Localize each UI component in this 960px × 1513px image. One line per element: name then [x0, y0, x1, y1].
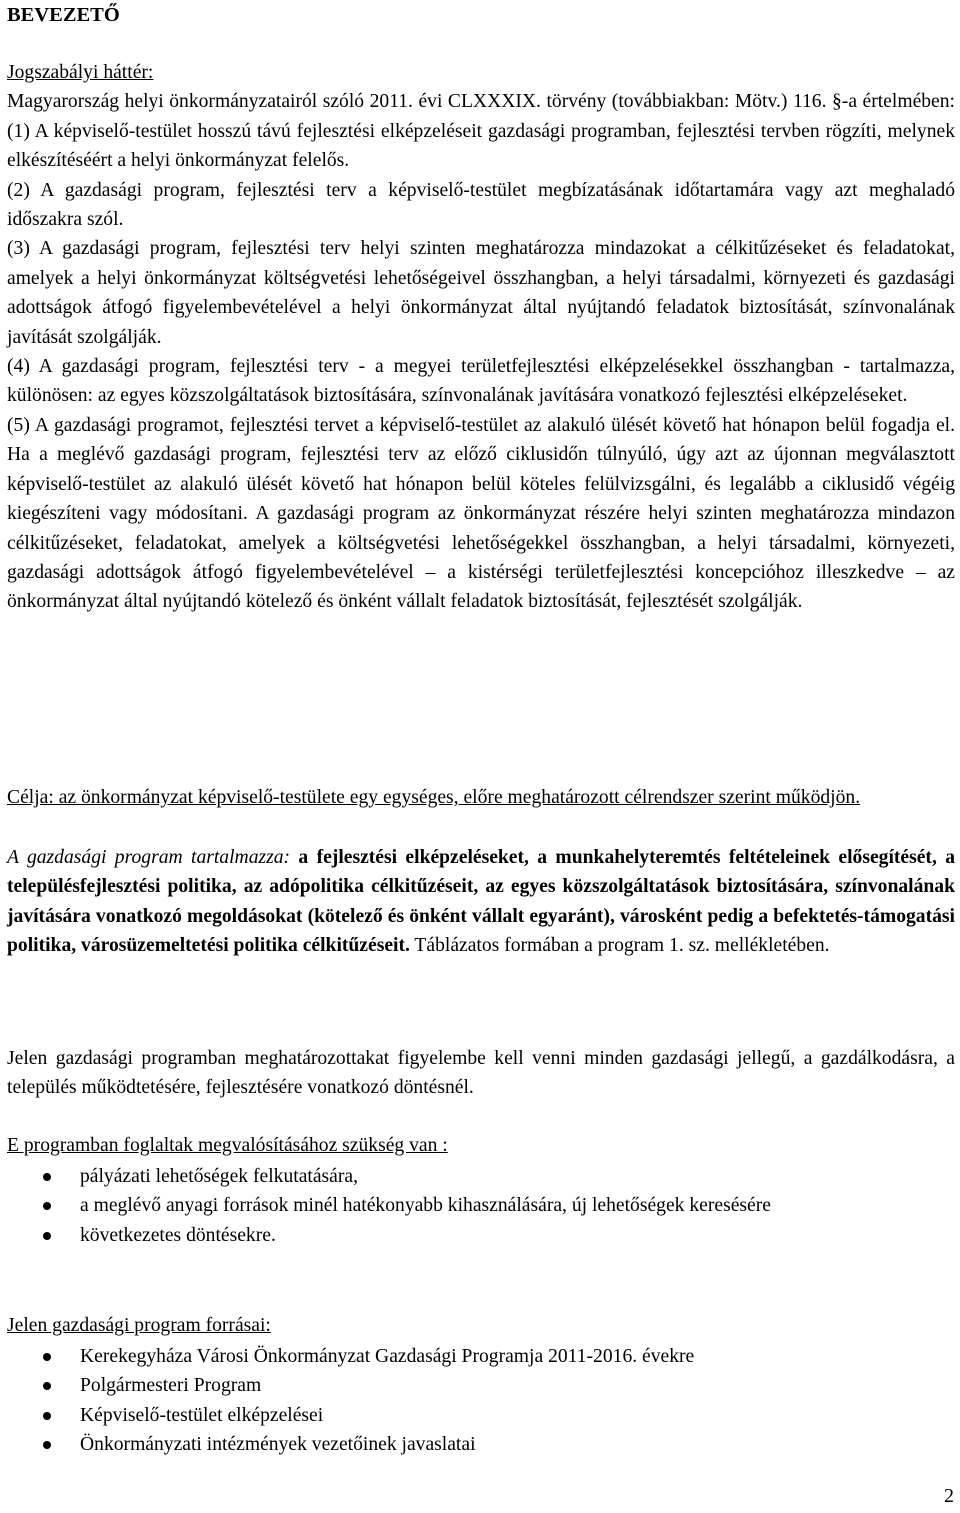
- legal-background-label: Jogszabályi háttér:: [7, 62, 154, 83]
- sources-label: Jelen gazdasági program forrásai:: [7, 1315, 271, 1336]
- legal-paragraph-5: (5) A gazdasági programot, fejlesztési tervet a képviselő-testület az alakuló ülését követő hat hónapon belül fogadja el. Ha a meglévő gazdasági program, fejlesztési terv az előző ciklusidőn túlnyúló, úgy azt az újonnan megválasztott képviselő-testület az alakuló ülését követő hat hónapon belül köteles felülvizsgálni, és legalább a ciklusidő végéig kiegészíteni vagy módosítani. A gazdasági program az önkormányzat részére helyi szinten meghatározza mindazon célkitűzéseket, feladatokat, amelyek a költségvetési lehetőségekkel összhangban, a helyi társadalmi, környezeti, gazdasági adottságok átfogó figyelembevételével – a kistérségi területfejlesztési koncepcióhoz illeszkedve – az önkormányzat által nyújtandó kötelező és önként vállalt feladatok biztosítását, fejlesztését szolgálják.: [7, 414, 955, 613]
- program-content-tail: Táblázatos formában a program 1. sz. mellékletében.: [409, 935, 830, 957]
- legal-paragraph-1: Magyarország helyi önkormányzatairól szóló 2011. évi CLXXXIX. törvény (továbbiakban: Mötv.) 116. §-a értelmében: (1) A képviselő-testület hosszú távú fejlesztési elképzeléseit gazdasági programban, fejlesztési tervben rögzíti, melynek elkészítéséért a helyi önkormányzat felelős.: [7, 91, 955, 172]
- list-item: a meglévő anyagi források minél hatékonyabb kihasználására, új lehetőségek keresésére: [7, 1191, 955, 1220]
- bullet-icon: [43, 1173, 51, 1181]
- list-item: következetes döntésekre.: [7, 1221, 955, 1250]
- goal-statement: Célja: az önkormányzat képviselő-testülete egy egységes, előre meghatározott célrendszer szerint működjön.: [7, 787, 861, 808]
- list-item: Kerekegyháza Városi Önkormányzat Gazdasági Programja 2011-2016. évekre: [7, 1342, 955, 1371]
- program-content-bold: a fejlesztési elképzeléseket, a munkahelyteremtés feltételeinek elősegítését, a településfejlesztési politika, az adópolitika célkitűzéseit, az egyes közszolgáltatások biztosítására, színvonalának javítására vonatkozó megoldásokat (kötelező és önként vállalt egyaránt), városként pedig a befektetés-támogatási politika, városüzemeltetési politika célkitűzéseit.: [7, 847, 955, 957]
- legal-paragraph-3: (3) A gazdasági program, fejlesztési terv helyi szinten meghatározza mindazokat a célkitűzéseket és feladatokat, amelyek a helyi önkormányzat költségvetési lehetőségeivel összhangban, a helyi társadalmi, környezeti és gazdasági adottságok átfogó figyelembevételével a helyi önkormányzat által nyújtandó feladatok biztosítását, színvonalának javítását szolgálják.: [7, 238, 955, 348]
- bullet-icon: [43, 1441, 51, 1449]
- bullet-icon: [43, 1202, 51, 1210]
- legal-paragraph-4: (4) A gazdasági program, fejlesztési terv - a megyei területfejlesztési elképzelésekkel összhangban - tartalmazza, különösen: az egyes közszolgáltatások biztosítására, színvonalának javítására vonatkozó fejlesztési elképzeléseket.: [7, 356, 955, 407]
- bullet-icon: [43, 1382, 51, 1390]
- consideration-note: Jelen gazdasági programban meghatározottakat figyelembe kell venni minden gazdasági jellegű, a gazdálkodásra, a település működtetésére, fejlesztésére vonatkozó döntésnél.: [7, 1048, 955, 1099]
- list-item: Polgármesteri Program: [7, 1371, 955, 1400]
- bullet-icon: [43, 1412, 51, 1420]
- list-item: Képviselő-testület elképzelései: [7, 1401, 955, 1430]
- requirements-list: [7, 1162, 955, 1250]
- page-number: 2: [944, 1485, 954, 1507]
- requirements-label: E programban foglaltak megvalósításához szükség van :: [7, 1135, 448, 1156]
- document-heading: BEVEZETŐ: [7, 4, 120, 26]
- list-item: Önkormányzati intézmények vezetőinek javaslatai: [7, 1430, 955, 1459]
- list-item: pályázati lehetőségek felkutatására,: [7, 1162, 955, 1191]
- bullet-icon: [43, 1232, 51, 1240]
- program-content-label: A gazdasági program tartalmazza:: [7, 847, 291, 868]
- program-content-paragraph: [7, 843, 955, 961]
- sources-list: [7, 1342, 955, 1460]
- bullet-icon: [43, 1353, 51, 1361]
- legal-background-section: [7, 58, 955, 617]
- legal-paragraph-2: (2) A gazdasági program, fejlesztési terv a képviselő-testület megbízatásának időtartamára vagy azt meghaladó időszakra szól.: [7, 179, 955, 231]
